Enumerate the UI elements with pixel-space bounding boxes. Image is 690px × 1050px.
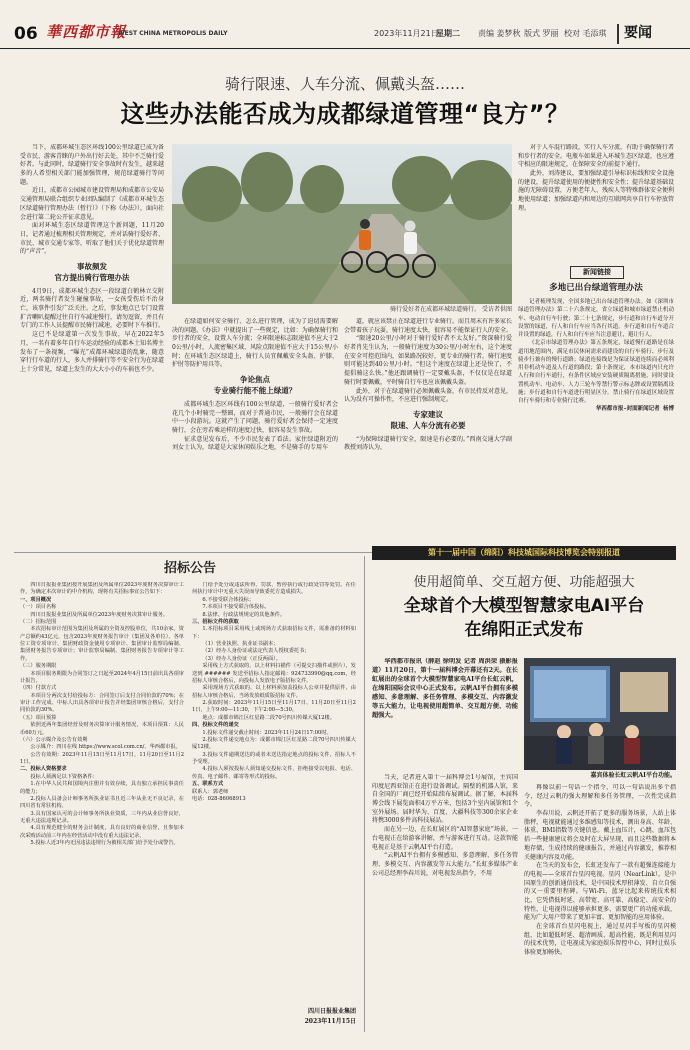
special-report-banner <box>372 546 676 560</box>
ai-headline-line-2: 在绵阳正式发布 <box>464 620 584 640</box>
paragraph: 再像以前一句话一个指令，可以一句话说出多个指令，经过云帆的强大理解和多任务管理，一次性完成指令。 <box>524 784 676 809</box>
paragraph: 而在另一边，在长虹展区的“AI智慧家庭”场景，一台电视正在给游客讲解，并与游客进行互动。这款智能电视正是基于云帆AI平台打造。 <box>372 826 518 851</box>
editor-credit: 责编 姜梦秋 <box>478 29 521 38</box>
lead-column-3 <box>344 318 512 548</box>
paragraph: 2.投标文件递交地点为：成都市锦江区红星路二段70号四川传媒大厦12楼。 <box>192 736 356 751</box>
ai-kicker: 使用超简单、交互超方便、功能超强大 <box>413 575 635 590</box>
paragraph: 在当天的发布会，长虹还发布了一款有超强连接能力的电视——全球首台星闪电视。星闪（NearLink），是中国原生的创新通信技术，是中国技术厚积薄发、自立自强的又一重要里程碑。与Wi-Fi、蓝牙比起来传统技术相比，它凭借低时延、高带宽、高可靠、高稳定、高安全的特性，让电视得以能够承担更多、需要更广的功能承载，能为广大用户带来了更加丰富、更加智能的应用体验。 <box>524 862 676 922</box>
paragraph: “云帆AI平台拥有多模感知、多意理解、多任务管理、多模交互、内容激发等五大能力。”长虹多媒体产业公司总经理李春川说，对电视发出指令，不用 <box>372 852 518 877</box>
photo-caption: 骑行爱好者在成都环城绿道骑行。 受访者供图 <box>390 306 512 313</box>
clause: 二、投标人资格要求 <box>20 766 67 773</box>
paragraph: 投标人须满足以下资格条件： <box>30 773 98 780</box>
clause: （五）项目预算 <box>20 714 57 721</box>
proof-credit: 校对 毛添琪 <box>564 29 607 38</box>
paragraph: 《北京市绿道管理办法》第五条规定，绿道慢行道路是在绿道用地范围内，满足市民休闲需求而建设的自行车骑行、步行及骑步行兼有的慢行道路；绿道连接线是为保证绿道连续而必须利用非机动车道及人行道的路段；第十条规定，本市绿道内只允许人行和自行车通行，有条件区域应安装硬质隔离措施，同时要设置机动车、电动车、人力三轮车等禁行警示标志牌或设置隔离设施；步行道和自行车道进行明显区分。禁止骑行在绿道区域设置自行车骑行和专业骑行比赛。 <box>518 340 674 404</box>
paragraph: （2）经办人身份证或法定代表人授权委托书； <box>202 648 310 655</box>
paragraph: 1.投标文件递交截止时间：2023年11月24日17:00时。 <box>202 729 332 736</box>
paragraph: 1.在中华人民共和国境内注册并有效存续，具有独立承担民事责任的能力； <box>20 781 184 795</box>
paragraph: 8.法律、行政法规规定的其他条件。 <box>202 611 286 618</box>
lead-kicker: 骑行限速、人车分流、佩戴头盔…… <box>224 75 465 93</box>
tender-footer-org: 四川日报报业集团 <box>307 1008 356 1015</box>
weekday: 星期二 <box>436 29 460 38</box>
paragraph: 7.本项目不接受联合体投标。 <box>202 604 270 611</box>
paragraph: “限速20公里/小时对于骑行爱好者不太友好。”资深骑行爱好者肖先生认为，一般骑行速度为30公里/小时左右，这个速度在安全可控范围内，如果路况较好，更专业的骑行者，骑行速度则可能达到40公里/小时。“但这个速度在绿道上还是快了，不提倡骑这么快。”他还跟调骑行一定要戴头盔，不仅仅是在绿道骑行时要佩戴，平时骑自行车也应该佩戴头盔。 <box>344 335 512 386</box>
ai-column-1 <box>372 774 518 1030</box>
paragraph: 依照近两年集团经营及财务决算审计服务情况，本项目预算：人民币60万元。 <box>20 722 184 736</box>
clause: （六）公示媒介及公告有效期 <box>20 736 88 743</box>
page-number: 06 <box>14 24 38 44</box>
clause: （二）招标范围 <box>20 618 57 625</box>
subheading: 事故频发 官方提出骑行管理办法 <box>54 261 130 282</box>
sidebar-title: 多地已出台绿道管理办法 <box>549 283 643 293</box>
paragraph: 5.投标人近3年内无因违法违规行为被相关部门给予处分或警告。 <box>30 840 179 847</box>
lead-column-1 <box>20 144 164 550</box>
ai-lead: 华西都市报讯（薛赵 徐明发 记者 周洪荣 摄影报道）11月20日，第十一届科博会开幕还有2天。在长虹展出的全球首个大模型智慧家电AI平台长虹云帆，在绵阳国际会议中心正式发布。云帆AI平台拥有多模感知、多意理解、多任务管理、多模交互、内容激发等五大能力，让电视使用超简单、交互超方便、功能超强大。 <box>372 658 518 719</box>
clause: （一）项目名称 <box>20 604 57 611</box>
news-link-tag <box>570 266 624 279</box>
tender-title: 招标公告 <box>163 561 216 576</box>
paragraph: 1.本招标项目采用线上或现场方式获取招标文件，需准备的材料如下： <box>192 626 356 640</box>
brand-en: WEST CHINA METROPOLIS DAILY <box>118 30 228 37</box>
paragraph: 6.不接受联合体投标； <box>202 596 255 603</box>
issue-date: 2023年11月21日 <box>374 29 439 38</box>
cyclists-photo <box>172 144 512 304</box>
paragraph: 2.投标人具备会计师事务所执业证书且近三年从业无不良记录，在四川省有常驻机构。 <box>20 795 184 810</box>
news-link-tag-label: 新闻链接 <box>583 268 611 276</box>
lead-headline: 这些办法能否成为成都绿道管理“良方”？ <box>120 100 570 128</box>
clause: 五、联系方式 <box>192 781 224 788</box>
paragraph: 公示媒介：四川在线 https://www.scol.com.cn/、华西都市报。 <box>30 744 181 751</box>
contact-phone: 电话：028-86068913 <box>192 795 246 802</box>
paragraph: “为保障绿道骑行安全，限速是有必要的。”西南交通大学副教授刘涛认为， <box>344 435 512 452</box>
ai-photo-caption: 嘉宾体验长虹云帆AI平台功能。 <box>590 772 676 779</box>
paragraph: 地点：成都市锦江区红星路二段70号四川传媒大厦12楼。 <box>202 714 335 721</box>
paragraph: 这已不是绿道第一次发生事故，早在2022年5月，一名有着多年自行车运动经验的成都本土知名博主发布了一条视频，“曝光”成都环城绿道的乱象，随意穿行行车道的行人，多人并排骑行等不安全行为在绿道上十分常见，绿道上发生的大大小小的车祸也不少。 <box>20 331 164 373</box>
paragraph: （3）经办人身份证（正反两面）。 <box>202 655 281 662</box>
ai-column-2 <box>524 784 676 1030</box>
news-link-sidebar <box>518 266 674 546</box>
tender-notice <box>20 560 360 1030</box>
paragraph: 四川日报报业集团按开展集团及所属单位2023年度财务决算审计工作，为确定本次审计的中介机构，现将有关招标事宜公告如下： <box>20 582 184 596</box>
paragraph: 记者梳理发现，全国多地已出台绿道管理办法。如《深圳市绿道管理办法》第二十六条规定，省立绿道和城市绿道禁止机动车、电动自行车行驶；第二十七条规定，步行道和自行车道分开设置的绿道，行人和自行车应当各行其道。步行道和自行车道合并设置的绿道，行人和自行车应当注意避让，避让行人。 <box>518 299 674 338</box>
tender-body-left <box>20 582 184 1030</box>
paragraph: 近日，成都市公园城市建设管理局和成都市公安局交通管理局联合组织专业团队编制了《成都市环城生态区绿道骑行管理办法（暂行）》（下称《办法》），面向社会进行第二轮公开征求意见。 <box>20 187 164 221</box>
paragraph: 3.投标文件逾期送达的或者未送达指定地点的投标文件，招标人不予受理。 <box>192 751 356 765</box>
paragraph: 此外，刘涛建议，要加强绿道引导标识标线和安全设施的建设，提升绿道使用的便捷性和安全性；提升绿道基础设施的无障碍设置，方便老年人、残疾人等特殊群体安全便利地使用绿道；加强绿道内和周边的互联网共享自行车停放管理。 <box>518 170 674 212</box>
paragraph: （1）营业执照、执业证书副本； <box>202 641 279 647</box>
paragraph: 成都环城生态区环线有100公里绿道，一般骑行爱好者会花几个小时骑完一整圈，而对于普通市民，一般骑行会在绿道中一小段游玩。这就产生了问题，骑行爱好者会保持一定速度骑行，会在旁若乘运样的速度过快，很容易发生事故。 <box>172 400 338 434</box>
sidebar-body <box>518 298 674 544</box>
clause: 三、招标文件的获取 <box>192 618 239 625</box>
paragraph: 本项目分两次支付给投标方：合同签订后支付合同价款的70%；在审计工作完成、中标人出具各项审计报告并经集团审核合格后，支付合同价款的30%。 <box>20 692 184 714</box>
paragraph: 面对环城生态区绿道管理这个新问题，11月20日，记者通过梳理相关管理规定，并对话骑行爱好者、市民、城市交通专家等，听取了他们关于优化绿道管理的“声音”。 <box>20 222 164 256</box>
paragraph: 对于人车混行路段，实行人车分流，有助于确保骑行者和步行者的安全。电瓶车如果进入环城生态区绿道，也应遵守相应的限速规定，在保障安全的前提下通行。 <box>518 144 674 169</box>
sidebar-credit: 华西都市报-封面新闻记者 杨博 <box>595 406 674 413</box>
paragraph: 此外，对于在绿道骑行必须佩戴头盔，有市民持反对意见，认为没有可操作性，不应进行强制规定。 <box>344 387 512 404</box>
clause: （四）付款方式 <box>20 685 57 692</box>
brand-logo: 華西都市報 <box>46 23 127 41</box>
subheading: 争论焦点 专业骑行能不能上绿道？ <box>213 375 297 395</box>
paragraph: 四川日报报业集团及所属单位2023年度财务决算审计服务。 <box>30 611 169 618</box>
paragraph: 本项目服务期限为合同签订之日起至2024年4月15日前出具各项审计报告。 <box>20 670 184 684</box>
ai-headline-line-1: 全球首个大模型智慧家电AI平台 <box>403 596 645 616</box>
lead-column-2 <box>172 318 338 548</box>
masthead <box>0 0 690 49</box>
paragraph: 2.获取时间：2023年11月15日至11月17日、11月20日至11月21日，上午9:00—11:30，下午2:00—5:30。 <box>192 700 356 714</box>
section-divider <box>617 24 619 44</box>
section-label: 要闻 <box>624 25 652 41</box>
contact-person: 联系人：郭老师 <box>192 788 229 795</box>
paragraph: 4.具有规范健全的财务会计制度，具有良好的商业信誉，且参加本次采购活动前三年内在经营活动中没有重大违法记录。 <box>20 825 184 839</box>
paragraph: 在全球首台星闪电视上，通过星闪手写板的星闪模组，比如超低时延、超清画质、超高性能，既是利用星闪的技术优势，让电视成为家庭娱乐智控中心，同时让娱乐体验更加畅快。 <box>524 923 676 957</box>
subheading: 专家建议 限速、人车分流有必要 <box>390 409 466 430</box>
paragraph: 采用线上方式获取的，以上材料扫描件（可提交扫描件或照片），发送到 ###### 发送至招标人指定邮箱：924733990@qq.com，经招标人审核合格后，向投标人发放电子版招标文件。 <box>192 663 356 684</box>
clause: 一、项目概况 <box>20 596 52 603</box>
clause: （三）服务期限 <box>20 663 57 670</box>
paragraph: 在绿道如何安全骑行、怎么进行管理，成为了迫切需要解决的问题。《办法》中就提出了一些规定，比如：为确保骑行和步行者的安全，设置人车分流；全环限速标志限速值不应大于20公里/小时，人流密集区域、风险点限速值不应大于15公里/小时；在环城生态区绿道上，骑行人员宜佩戴安全头盔、护膝、护肘等防护用具等。 <box>172 318 338 369</box>
paragraph: 李春川说，云帆还开拓了更多的服务场景，人站上体脂秤，电视就能通过多维感知等技术，测出身高、年龄、体重、BMI指数等关键信息。戴上血压计，心跳、血压包括一些健康建议将会及时在大屏呈现，而且这些数据将本地存储，生成持续的健康报告，并通过内容激发，推荐相关健康内容及功能。 <box>524 810 676 861</box>
tender-footer-date: 2023年11月15日 <box>304 1018 356 1025</box>
paragraph: 采用现场方式获取的，以上材料须加盖投标人公章并提供原件，由招标人审核合格后，当场发放纸质版招标文件。 <box>192 685 356 699</box>
tender-body-right <box>192 582 356 1000</box>
banner-label: 第十一届中国（绵阳）科技城国际科技博览会特别报道 <box>428 548 620 557</box>
layout-credit: 版式 罗丽 <box>524 29 559 38</box>
paragraph: 本次招标审计范围为集团及所属的全资及控股单位，共10余家。资产总额约43亿元，包含2023年度财务报告审计（集团及各单位）、各单位工资专项审计、集团财政资金使用专项审计、集团审计监察局编制、集团财务报告专项审计；审计监察局编制、集团财务报告专项审计等工作。 <box>20 626 184 662</box>
paragraph: 门给予处分或违法所得、罚款、暂停执行或行政处罚等处罚。在任何执行审计中无重大失误而导致委托方造成损失。 <box>192 582 356 596</box>
lead-column-4 <box>518 144 674 262</box>
paragraph: 征求意见发布后，不少市民发表了看法。家住绿道附近的刘女士认为，绿道是大家休闲娱乐之地，不是骑手的专用车 <box>172 435 338 452</box>
paragraph: 当天，记者进入第十一届科博会1号展馆，主宾国印度尼西亚馆正在进行设备调试。隔壁的机器人馆，来自全国的厂商已经开始陆续布展调试。据了解，本届科博会线下展览面积4万平方米，包括3个室内展馆和1个室外展场。届时华为、百度、大疆科技等300余家企业将携3000多件高科技展品。 <box>372 774 518 825</box>
paragraph: 当下，成都环城生态区环线100公里绿道已成为备受市民、游客青睐的户外出行好去处，其中不乏骑行爱好者。与此同时，绿道骑行安全事故时有发生，越来越多的人希望相关部门能加强管理，规范绿道骑行等问题。 <box>20 144 164 186</box>
paragraph: 4.投标人须按投标人须知递交投标文件，拒绝接受以电报、电话、传真、电子邮件、邮寄等形式的投标。 <box>192 766 356 780</box>
column-rule <box>364 556 365 1032</box>
paragraph: 公告有效期：2023年11月15日至11月17日，11月20日至11月21日。 <box>20 751 184 765</box>
clause: 四、投标文件的递交 <box>192 722 239 729</box>
paragraph: 道，就应该禁止在绿道进行专业骑行。而且周末有许多家长会带着孩子玩耍，骑行速度太快，很容易不能保证行人的安全。 <box>344 318 512 334</box>
paragraph: 4月9日，成都环城生态区一段绿道白鹤林立交附近，两名骑行者发生碰撞事故，一女孩受伤后不治身亡，该事件引发广泛关注。之后，事发地点已专门设置扩音喇叭提醒过往自行车减速慢行，请勿逗留，并且有专门的工作人员提醒市民骑行减速，必要时下车推行。 <box>20 287 164 330</box>
ai-photo <box>524 658 676 770</box>
paragraph: 3.具有国家认可的会计师事务所执业资质，三年内从业信誉良好，无重大违法违规记录。 <box>20 810 184 824</box>
